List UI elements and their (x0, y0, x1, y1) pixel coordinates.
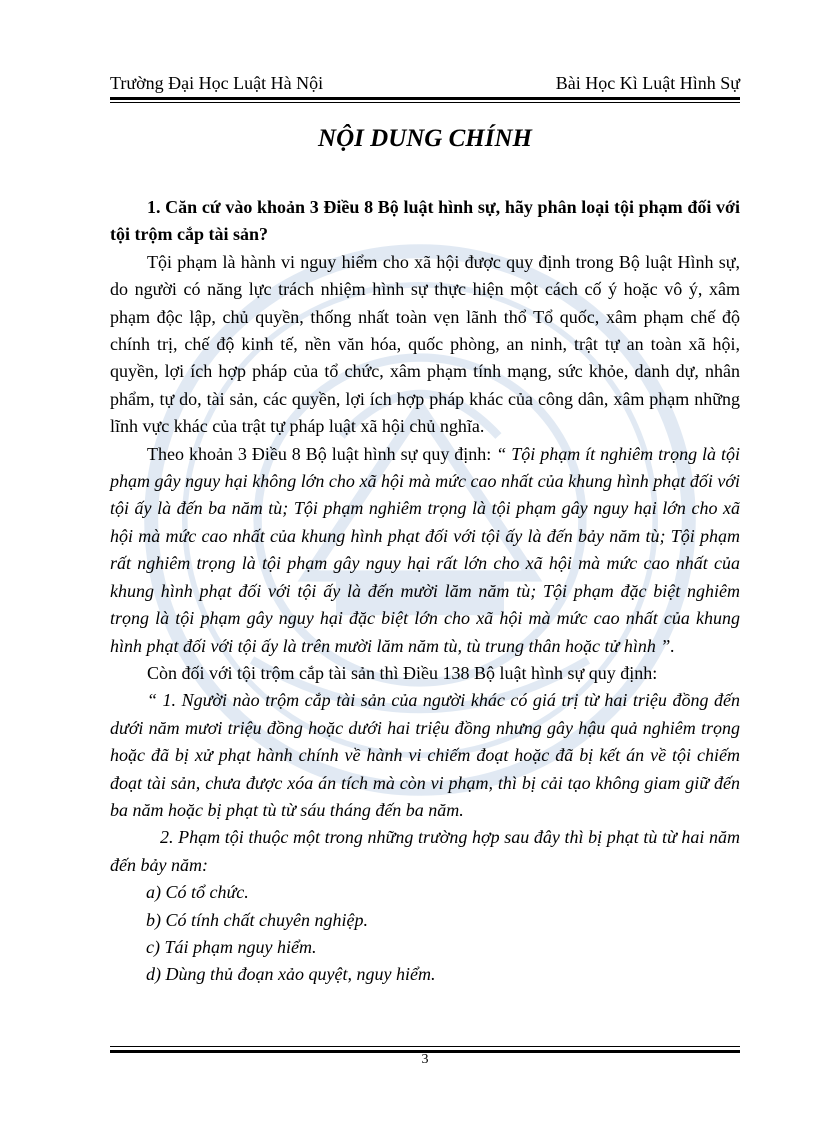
article138-clause-2: 2. Phạm tội thuộc một trong những trường hợp sau đây thì bị phạt tù từ hai năm đến bảy năm: (110, 827, 740, 875)
header-divider-thick (110, 97, 740, 100)
list-item: a) Có tổ chức. (146, 882, 249, 903)
article8-quote: “ Tội phạm ít nghiêm trọng là tội phạm gây nguy hại không lớn cho xã hội mà mức cao nhất của khung hình phạt đối với tội ấy là đến ba năm tù; Tội phạm nghiêm trọng là tội phạm gây nguy hại lớn cho xã hội mà mức cao nhất của khung hình phạt đối với tội ấy là đến bảy năm tù; Tội phạm rất nghiêm trọng là tội phạm gây nguy hại rất lớn cho xã hội mà mức cao nhất của khung hình phạt đối với tội ấy là đến mười lăm năm tù; Tội phạm đặc biệt nghiêm trọng là tội phạm gây nguy hại đặc biệt lớn cho xã hội mà mức cao nhất của khung hình phạt đối với tội ấy là trên mười lăm năm tù, tù trung thân hoặc tử hình ”. (110, 443, 740, 656)
document-body (110, 194, 740, 989)
page-number: 3 (421, 1052, 429, 1067)
question-heading: 1. Căn cứ vào khoản 3 Điều 8 Bộ luật hình sự, hãy phân loại tội phạm đối với tội trộm cắp tài sản? (110, 197, 740, 245)
footer-divider-thin (110, 1046, 740, 1047)
header-course-name: Bài Học Kì Luật Hình Sự (555, 73, 740, 93)
header-divider-thin (110, 102, 740, 103)
article8-intro: Theo khoản 3 Điều 8 Bộ luật hình sự quy định: (147, 443, 497, 464)
list-item: d) Dùng thủ đoạn xảo quyệt, nguy hiểm. (146, 964, 436, 985)
header-school-name: Trường Đại Học Luật Hà Nội (110, 73, 324, 93)
page-header (110, 72, 740, 94)
crime-definition-paragraph: Tội phạm là hành vi nguy hiểm cho xã hội được quy định trong Bộ luật Hình sự, do người có năng lực trách nhiệm hình sự thực hiện một cách cố ý hoặc vô ý, xâm phạm độc lập, chủ quyền, thống nhất toàn vẹn lãnh thổ Tổ quốc, xâm phạm chế độ chính trị, chế độ kinh tế, nền văn hóa, quốc phòng, an ninh, trật tự an toàn xã hội, quyền, lợi ích hợp pháp của tổ chức, xâm phạm tính mạng, sức khỏe, danh dự, nhân phẩm, tự do, tài sản, các quyền, lợi ích hợp pháp khác của công dân, xâm phạm những lĩnh vực khác của trật tự pháp luật xã hội chủ nghĩa. (110, 251, 740, 437)
list-item: b) Có tính chất chuyên nghiệp. (146, 909, 368, 930)
article138-clause-1: “ 1. Người nào trộm cắp tài sản của người khác có giá trị từ hai triệu đồng đến dưới năm mươi triệu đồng hoặc dưới hai triệu đồng nhưng gây hậu quả nghiêm trọng hoặc đã bị xử phạt hành chính về hành vi chiếm đoạt hoặc đã bị kết án về tội chiếm đoạt tài sản, chưa được xóa án tích mà còn vi phạm, thì bị cải tạo không giam giữ đến ba năm hoặc bị phạt tù từ sáu tháng đến ba năm. (110, 690, 740, 820)
article138-intro: Còn đối với tội trộm cắp tài sản thì Điều 138 Bộ luật hình sự quy định: (147, 662, 658, 683)
page-title: NỘI DUNG CHÍNH (318, 125, 532, 152)
article8-paragraph (110, 441, 740, 660)
list-item: c) Tái phạm nguy hiểm. (146, 936, 317, 957)
